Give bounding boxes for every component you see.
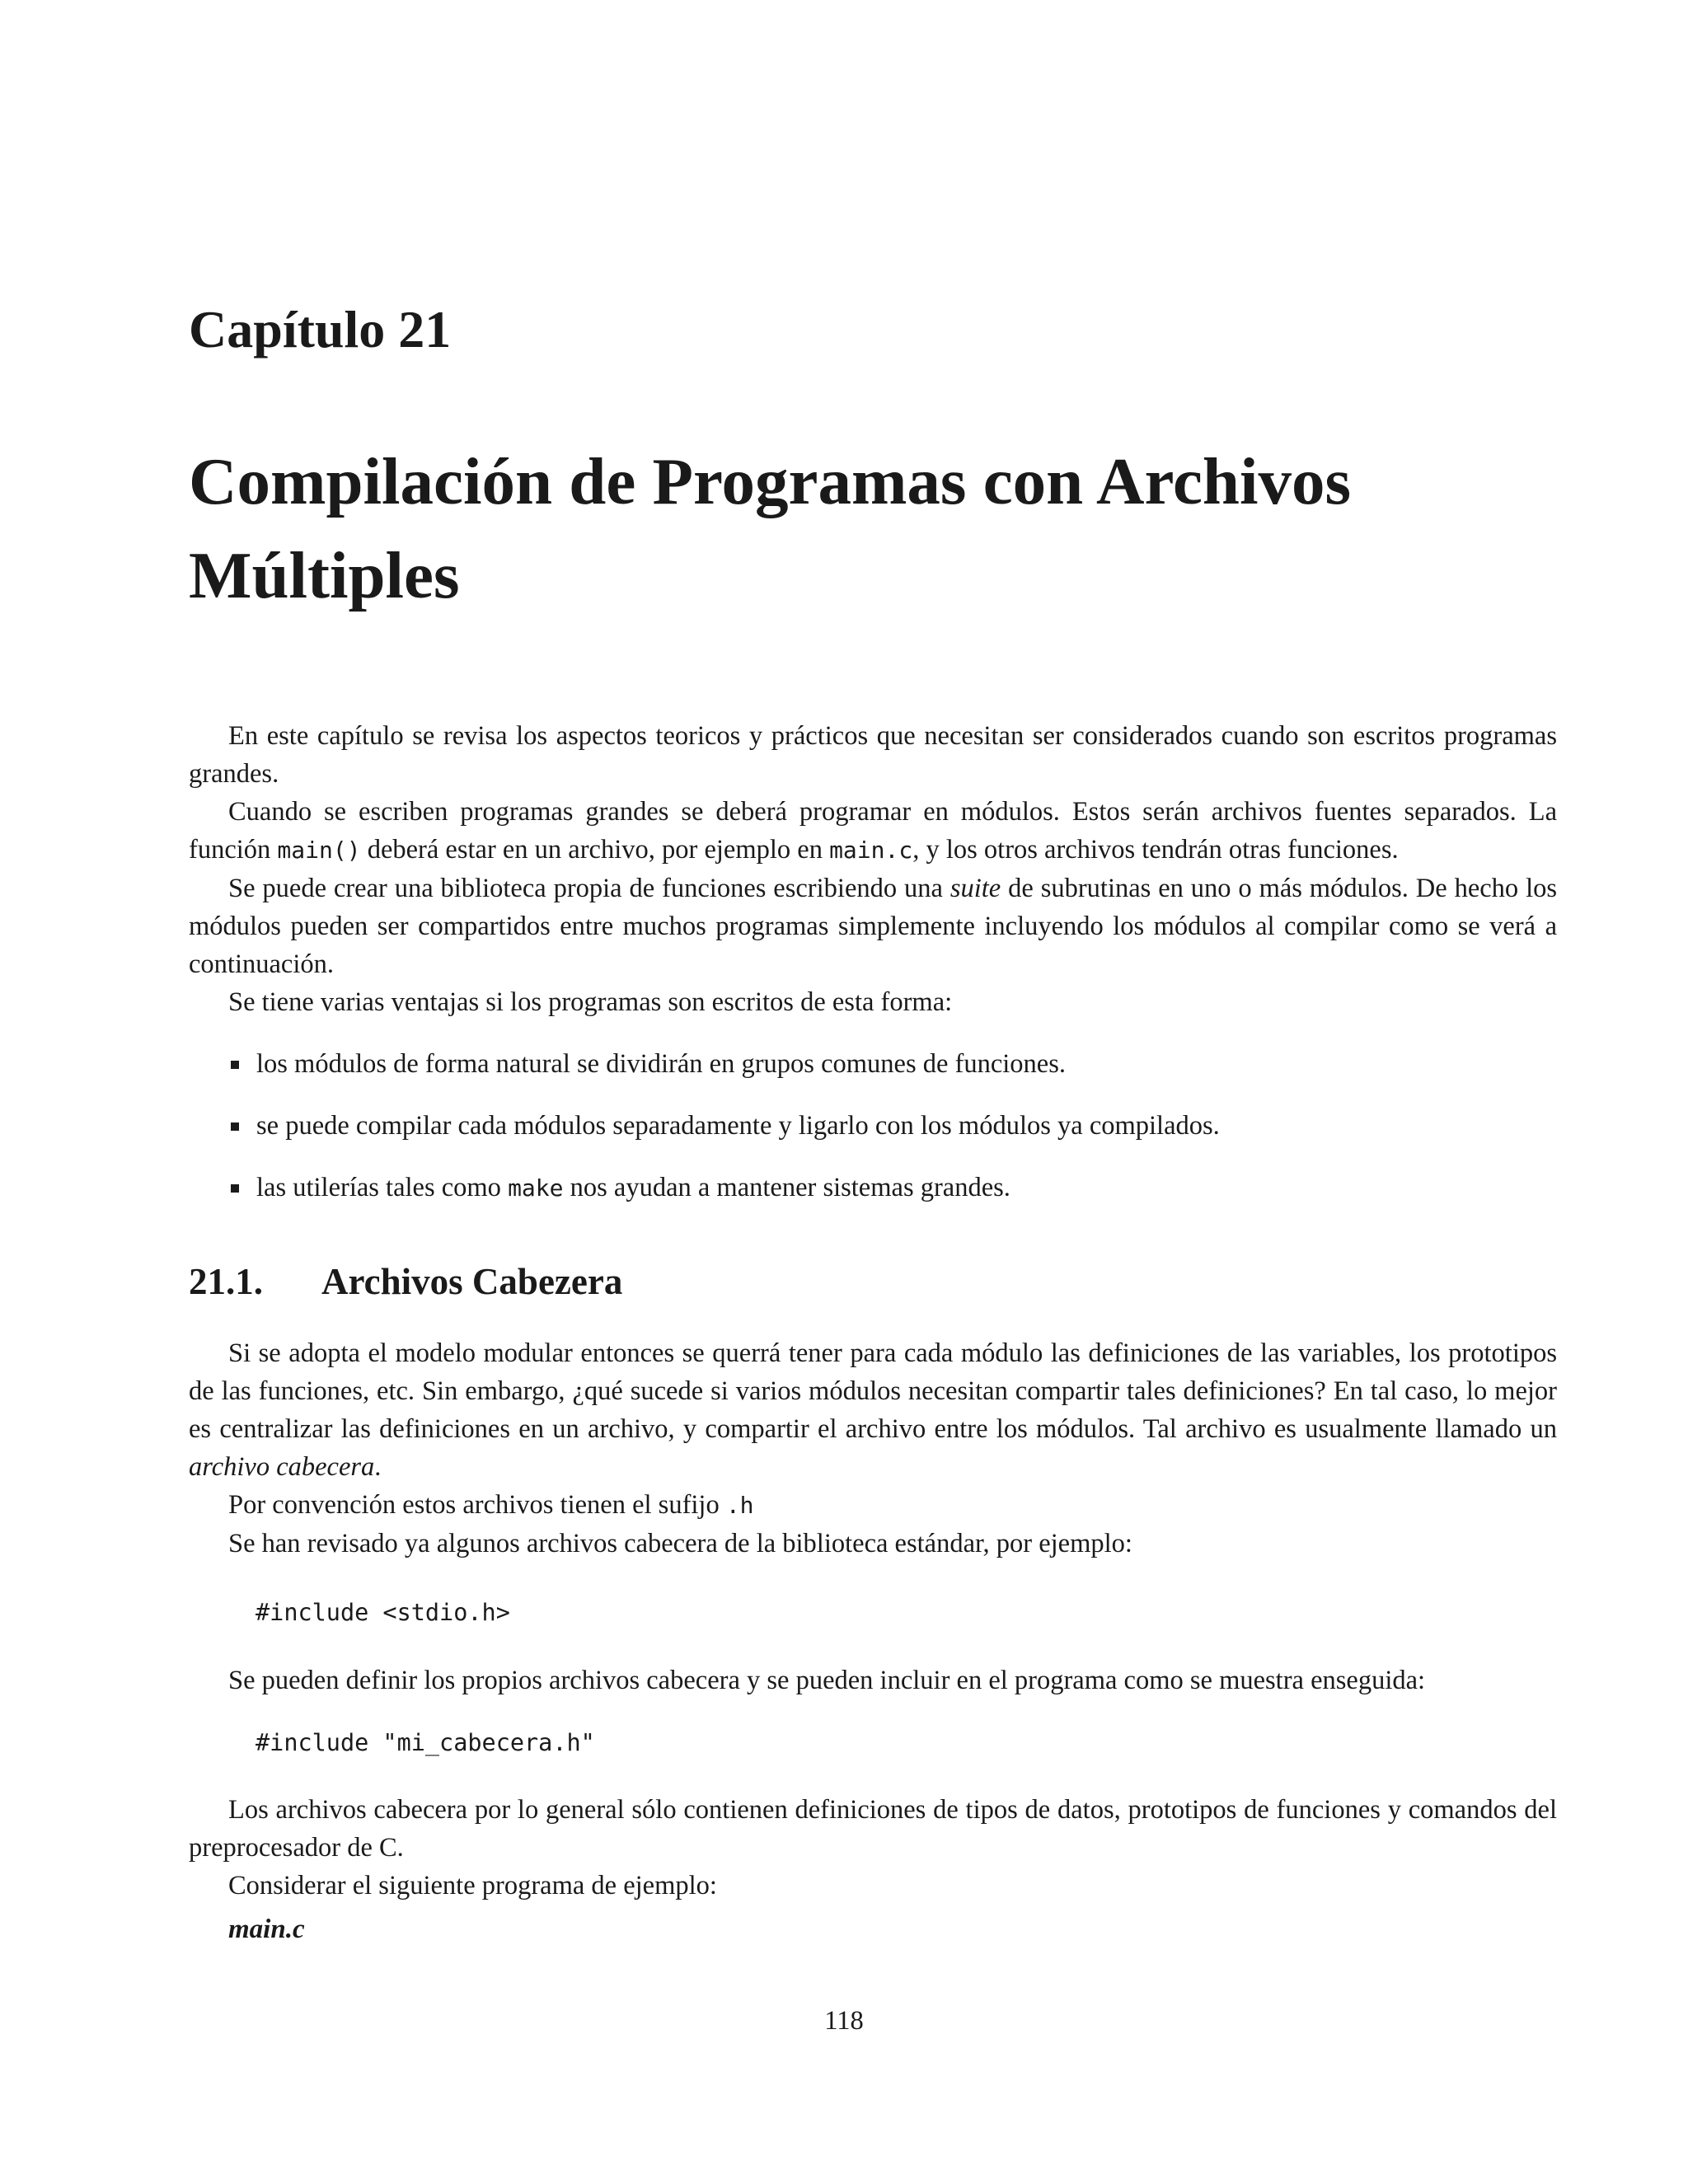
intro-p3-text-b: de subrutinas en uno o más módulos. De hecho los módulos pueden ser compartidos entre muchos programas simplemente incluyendo los módulos al compilar como se verá a continuación.: [189, 874, 1558, 979]
bullet-square-icon: [231, 1122, 239, 1131]
section-p2-text-a: Por convención estos archivos tienen el sufijo: [228, 1490, 726, 1520]
intro-paragraph-3: [189, 869, 1557, 983]
section-paragraph-5: Los archivos cabecera por lo general sólo contienen definiciones de tipos de datos, prototipos de funciones y comandos del preprocesador de C.: [189, 1795, 1557, 1863]
section-paragraph-6: Considerar el siguiente programa de ejemplo:: [228, 1871, 717, 1900]
intro-text: [189, 717, 1557, 1207]
file-label-main-c: main.c: [228, 1915, 305, 1944]
advantages-list: [189, 1045, 1557, 1207]
intro-p2-text-a: Cuando se escriben programas grandes se deberá programar en módulos. Estos serán archivos fuentes separados. La función: [189, 797, 1557, 865]
section-heading: [189, 1257, 622, 1306]
section-text-2: [189, 1661, 1557, 1699]
code-include-custom: #include "mi_cabecera.h": [256, 1729, 595, 1756]
section-paragraph-1: [189, 1334, 1557, 1486]
page-number: 118: [824, 2006, 864, 2036]
intro-p2-text-c: , y los otros archivos tendrán otras funciones.: [912, 835, 1399, 865]
code-include-stdio: #include <stdio.h>: [256, 1599, 510, 1626]
list-item-text-b: nos ayudan a mantener sistemas grandes.: [563, 1173, 1010, 1202]
list-item: [189, 1107, 1557, 1145]
list-item: [189, 1169, 1557, 1207]
code-make: make: [508, 1174, 564, 1202]
chapter-title-line1: Compilación de Programas con Archivos: [189, 444, 1351, 518]
intro-p3-text-a: Se puede crear una biblioteca propia de funciones escribiendo una: [228, 874, 950, 903]
section-paragraph-2: [189, 1486, 1557, 1525]
list-item: [189, 1045, 1557, 1083]
intro-paragraph-4: Se tiene varias ventajas si los programas son escritos de esta forma:: [228, 987, 953, 1017]
list-item-text: los módulos de forma natural se dividirán en grupos comunes de funciones.: [256, 1049, 1066, 1079]
emphasis-archivo-cabecera: archivo cabecera: [189, 1452, 375, 1482]
section-p1-text-a: Si se adopta el modelo modular entonces se querrá tener para cada módulo las definiciones de las variables, los prototipos de las funciones, etc. Sin embargo, ¿qué sucede si varios módulos necesitan compartir tales definiciones? En tal caso, lo mejor es centralizar las definiciones en un archivo, y compartir el archivo entre los módulos. Tal archivo es usualmente llamado un: [189, 1338, 1557, 1444]
section-title: Archivos Cabezera: [321, 1261, 623, 1302]
section-paragraph-4: Se pueden definir los propios archivos cabecera y se pueden incluir en el programa como se muestra enseguida:: [228, 1666, 1426, 1695]
intro-paragraph-2: [189, 793, 1557, 869]
section-text: [189, 1334, 1557, 1563]
emphasis-suite: suite: [950, 874, 1001, 903]
chapter-label: Capítulo 21: [189, 300, 452, 359]
intro-paragraph-1: En este capítulo se revisa los aspectos teoricos y prácticos que necesitan ser considerados cuando son escritos programas grandes.: [189, 721, 1557, 789]
intro-p2-text-b: deberá estar en un archivo, por ejemplo en: [360, 835, 830, 865]
section-number: 21.1.: [189, 1261, 263, 1302]
section-text-3: [189, 1791, 1557, 1905]
section-p1-text-b: .: [374, 1452, 382, 1482]
chapter-title-line2: Múltiples: [189, 538, 460, 612]
chapter-title: [189, 434, 1590, 622]
bullet-square-icon: [231, 1184, 239, 1193]
code-main-function: main(): [277, 837, 361, 864]
section-paragraph-3: Se han revisado ya algunos archivos cabecera de la biblioteca estándar, por ejemplo:: [228, 1529, 1132, 1558]
list-item-text: se puede compilar cada módulos separadamente y ligarlo con los módulos ya compilados.: [256, 1111, 1220, 1141]
code-main-file: main.c: [829, 837, 913, 864]
list-item-text-a: las utilerías tales como: [256, 1173, 509, 1202]
bullet-square-icon: [231, 1061, 239, 1069]
code-suffix-h: .h: [725, 1492, 754, 1519]
